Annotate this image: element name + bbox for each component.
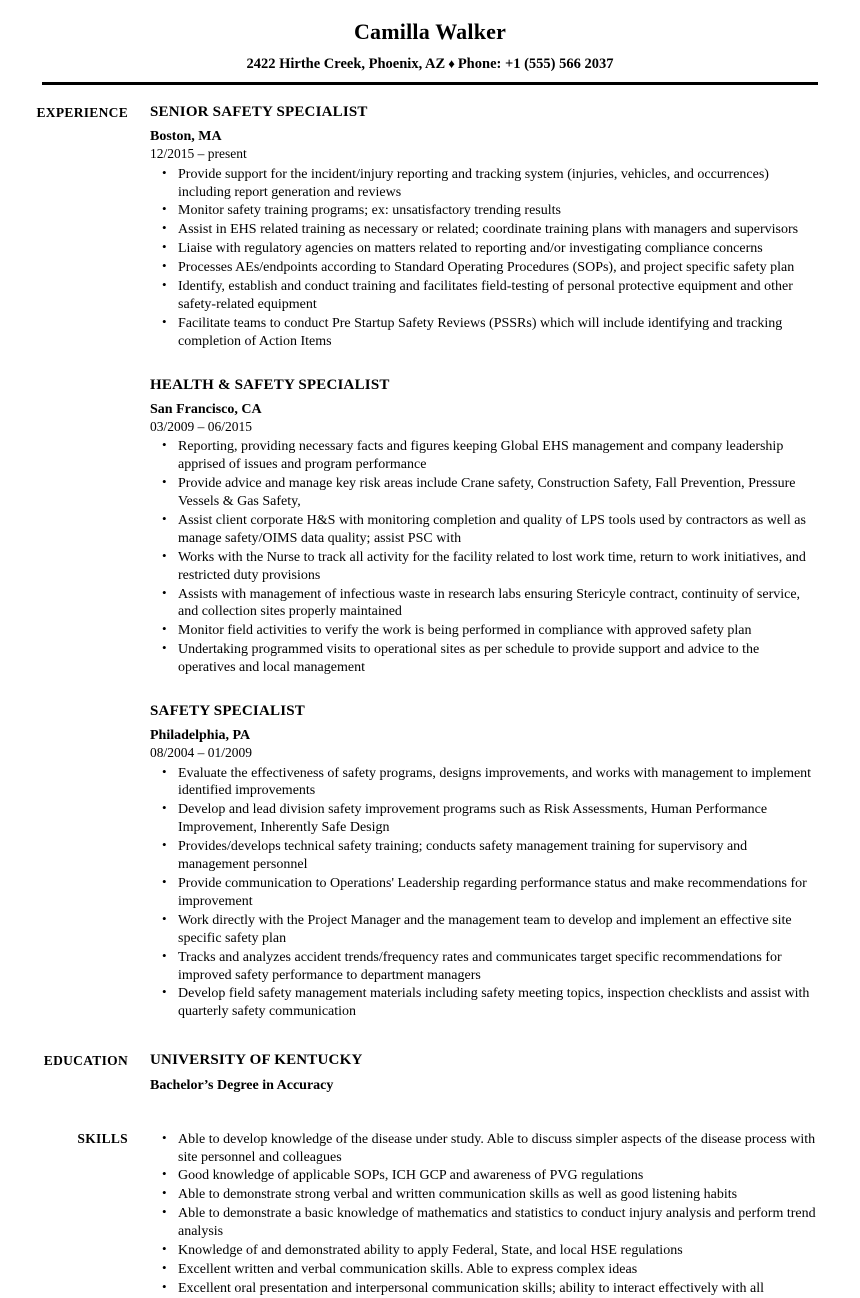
job-bullet: • Processes AEs/endpoints according to Standard Operating Procedures (SOPs), and project specific safety plan	[150, 259, 818, 277]
skills-section	[0, 1130, 860, 1298]
resume-header	[0, 0, 860, 85]
education-school: UNIVERSITY OF KENTUCKY	[150, 1052, 363, 1069]
job-bullet: • Assists with management of infectious waste in research labs ensuring Stericyle contract, continuity of service, and collection sites properly maintained	[150, 586, 818, 622]
education-degree: Bachelor’s Degree in Accuracy	[150, 1077, 334, 1093]
job-bullet: • Monitor field activities to verify the work is being performed in compliance with approved safety plan	[150, 622, 818, 640]
job-location: Boston, MA	[150, 129, 222, 145]
education-section	[0, 1052, 860, 1093]
job-entry	[150, 377, 818, 677]
job-bullet: • Tracks and analyzes accident trends/frequency rates and communicates target specific recommendations for improved safety performance to department managers	[150, 949, 818, 985]
job-bullet: • Reporting, providing necessary facts and figures keeping Global EHS management and company leadership apprised of issues and program performance	[150, 438, 818, 474]
job-bullet: • Provide communication to Operations' Leadership regarding performance status and make recommendations for improvement	[150, 875, 818, 911]
job-title: SAFETY SPECIALIST	[150, 703, 305, 720]
job-title: HEALTH & SAFETY SPECIALIST	[150, 376, 390, 393]
section-label-education: EDUCATION	[43, 1053, 128, 1069]
job-title: SENIOR SAFETY SPECIALIST	[150, 104, 368, 121]
job-bullet: • Provide advice and manage key risk areas include Crane safety, Construction Safety, Fall Prevention, Pressure Vessels & Gas Safety,	[150, 475, 818, 511]
skill-bullet: • Able to demonstrate strong verbal and written communication skills as well as good listening habits	[150, 1186, 818, 1204]
contact-address: 2422 Hirthe Creek, Phoenix, AZ	[246, 56, 446, 73]
experience-section	[0, 104, 860, 1021]
job-bullet-list	[150, 765, 818, 1022]
job-bullet: • Liaise with regulatory agencies on matters related to reporting and/or investigating compliance concerns	[150, 240, 818, 258]
job-location: San Francisco, CA	[150, 401, 262, 417]
job-dates: 12/2015 – present	[150, 146, 247, 162]
skills-bullet-list	[150, 1131, 818, 1298]
education-body	[128, 1052, 860, 1093]
job-dates: 03/2009 – 06/2015	[150, 419, 253, 435]
job-bullet: • Identify, establish and conduct training and facilitates field-testing of personal protective equipment and other safety-related equipment	[150, 278, 818, 314]
job-bullet: • Undertaking programmed visits to operational sites as per schedule to provide support and advice to the operatives and local management	[150, 641, 818, 677]
contact-line	[0, 57, 860, 73]
job-bullet: • Facilitate teams to conduct Pre Startup Safety Reviews (PSSRs) which will include identifying and tracking completion of Action Items	[150, 315, 818, 351]
job-bullet-list	[150, 166, 818, 351]
skill-bullet: • Excellent written and verbal communication skills. Able to express complex ideas	[150, 1261, 818, 1279]
skill-bullet: • Knowledge of and demonstrated ability to apply Federal, State, and local HSE regulations	[150, 1242, 818, 1260]
job-bullet: • Monitor safety training programs; ex: unsatisfactory trending results	[150, 202, 818, 220]
section-label-skills: SKILLS	[77, 1130, 128, 1146]
job-bullet: • Provides/develops technical safety training; conducts safety management training for supervisory and management personnel	[150, 838, 818, 874]
job-bullet: • Assist client corporate H&S with monitoring completion and quality of LPS tools used by contractors as well as manage safety/OIMS data quality; assist PSC with	[150, 512, 818, 548]
header-divider	[42, 82, 818, 85]
section-label-experience: EXPERIENCE	[36, 105, 128, 121]
skill-bullet: • Excellent oral presentation and interpersonal communication skills; ability to interact effectively with all	[150, 1280, 818, 1298]
job-bullet: • Works with the Nurse to track all activity for the facility related to lost work time, return to work initiatives, and restricted duty provisions	[150, 549, 818, 585]
skill-bullet: • Able to develop knowledge of the disease under study. Able to discuss simpler aspects of the disease process with site personnel and colleagues	[150, 1131, 818, 1167]
job-bullet: • Provide support for the incident/injury reporting and tracking system (injuries, vehicles, and occurrences) including report generation and reviews	[150, 166, 818, 202]
job-bullet: • Develop field safety management materials including safety meeting topics, inspection checklists and assist with quarterly safety communication	[150, 985, 818, 1021]
experience-body	[128, 104, 860, 1021]
job-location: Philadelphia, PA	[150, 728, 251, 744]
skills-body	[128, 1130, 860, 1298]
skill-bullet: • Good knowledge of applicable SOPs, ICH GCP and awareness of PVG regulations	[150, 1167, 818, 1185]
job-entry	[150, 104, 818, 351]
job-entry	[150, 703, 818, 1021]
job-dates: 08/2004 – 01/2009	[150, 745, 253, 761]
skill-bullet: • Able to demonstrate a basic knowledge of mathematics and statistics to conduct injury analysis and perform trend analysis	[150, 1205, 818, 1241]
job-bullet: • Assist in EHS related training as necessary or related; coordinate training plans with managers and supervisors	[150, 221, 818, 239]
job-bullet-list	[150, 438, 818, 677]
contact-phone: Phone: +1 (555) 566 2037	[457, 56, 614, 73]
job-bullet: • Work directly with the Project Manager and the management team to develop and implement an effective site specific safety plan	[150, 912, 818, 948]
candidate-name: Camilla Walker	[353, 19, 507, 44]
diamond-separator-icon: ♦	[448, 56, 455, 72]
job-bullet: • Develop and lead division safety improvement programs such as Risk Assessments, Human Performance Improvement, Inherently Safe Design	[150, 801, 818, 837]
job-bullet: • Evaluate the effectiveness of safety programs, designs improvements, and works with management to implement identified improvements	[150, 765, 818, 801]
